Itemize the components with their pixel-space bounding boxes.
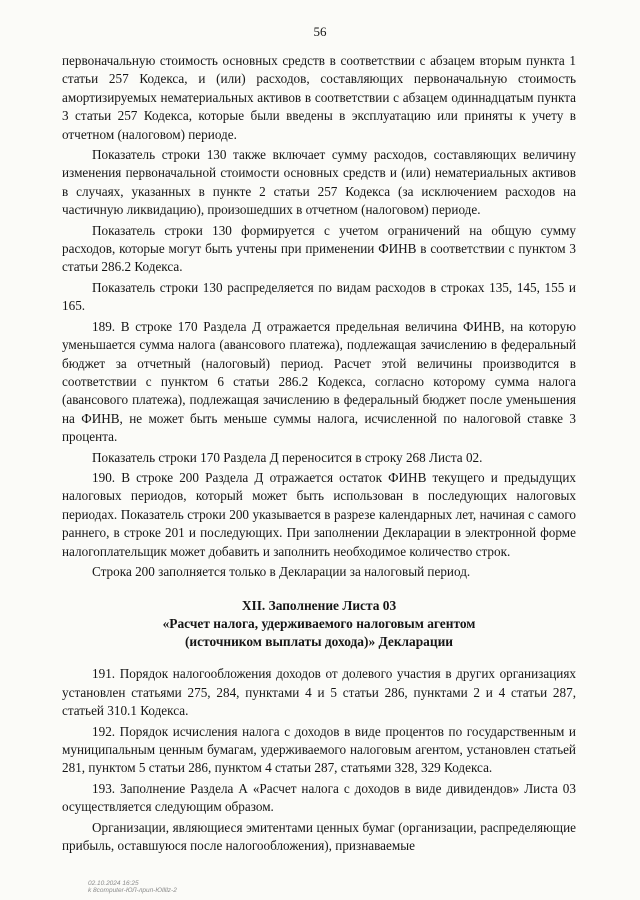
page-number: 56 bbox=[313, 24, 327, 39]
section-heading-line: «Расчет налога, удерживаемого налоговым агентом bbox=[162, 616, 476, 632]
paragraph: Показатель строки 130 распределяется по видам расходов в строках 135, 145, 155 и 165. bbox=[62, 279, 576, 314]
paragraph: Организации, являющиеся эмитентами ценных бумаг (организации, распределяющие прибыль, оставшуюся после налогообложения), признаваемые bbox=[62, 819, 576, 854]
paragraph: Показатель строки 130 также включает сумму расходов, составляющих величину изменения первоначальной стоимости основных средств и (или) нематериальных активов в случаях, указанных в пункте 2 статьи 257 Кодекса (за исключением расходов на частичную ликвидацию), произошедших в отчетном (налоговом) периоде. bbox=[62, 147, 576, 218]
paragraph-item-192: 192. Порядок исчисления налога с доходов в виде процентов по государственным и муниципальным ценным бумагам, удерживаемого налоговым агентом, установлен статьей 281, пунктом 5 статьи 286, пунктом 4 статьи 287, статьями 328, 329 Кодекса. bbox=[62, 723, 576, 776]
paragraph: Строка 200 заполняется только в Декларации за налоговый период. bbox=[92, 563, 471, 579]
footer-stamp bbox=[88, 880, 177, 894]
section-heading-line: (источником выплаты дохода)» Декларации bbox=[184, 634, 454, 650]
paragraph-item-193: 193. Заполнение Раздела А «Расчет налога с доходов в виде дивидендов» Листа 03 осуществляется следующим образом. bbox=[62, 780, 576, 815]
footer-stamp-date: 02.10.2024 16:25 bbox=[88, 880, 139, 887]
paragraph-item-190: 190. В строке 200 Раздела Д отражается остаток ФИНВ текущего и предыдущих налоговых периодов, который может быть использован в последующих налоговых периодах. Показатель строки 200 указывается в разрезе календарных лет, начиная с самого раннего, в строке 201 и последующих. При заполнении Декларации в электронной форме налогоплательщик может добавить и заполнить необходимое количество строк. bbox=[62, 469, 576, 559]
section-heading bbox=[62, 597, 576, 651]
paragraph-item-189: 189. В строке 170 Раздела Д отражается предельная величина ФИНВ, на которую уменьшается сумма налога (авансового платежа), подлежащая зачислению в федеральный бюджет за отчетный (налоговый) период. Расчет этой величины производится в соответствии с пунктом 6 статьи 286.2 Кодекса, согласно которому сумма налога (авансового платежа), подлежащая зачислению в федеральный бюджет после уменьшения на ФИНВ, не может быть меньше суммы налога, исчисленной по налоговой ставке 3 процента. bbox=[62, 318, 576, 445]
paragraph: Показатель строки 170 Раздела Д переносится в строку 268 Листа 02. bbox=[92, 449, 483, 465]
footer-stamp-id: k 8computer-ЮЛ-лрип-Юllllz-2 bbox=[88, 887, 177, 894]
document-body bbox=[62, 52, 576, 855]
paragraph-item-191: 191. Порядок налогообложения доходов от долевого участия в других организациях установлен статьями 275, 284, пунктами 4 и 5 статьи 286, пунктами 2 и 4 статьи 287, статьей 310.1 Кодекса. bbox=[62, 666, 576, 719]
paragraph: Показатель строки 130 формируется с учетом ограничений на общую сумму расходов, которые могут быть учтены при применении ФИНВ в соответствии с пунктом 3 статьи 286.2 Кодекса. bbox=[62, 222, 576, 275]
paragraph-continuation: первоначальную стоимость основных средств в соответствии с абзацем вторым пункта 1 статьи 257 Кодекса, и (или) расходов, составляющих первоначальную стоимость амортизируемых нематериальных активов в соответствии с абзацем одиннадцатым пункта 3 статьи 257 Кодекса, которые были введены в эксплуатацию или приняты к учету в отчетном (налоговом) периоде. bbox=[62, 53, 576, 142]
section-heading-line: XII. Заполнение Листа 03 bbox=[241, 598, 397, 614]
